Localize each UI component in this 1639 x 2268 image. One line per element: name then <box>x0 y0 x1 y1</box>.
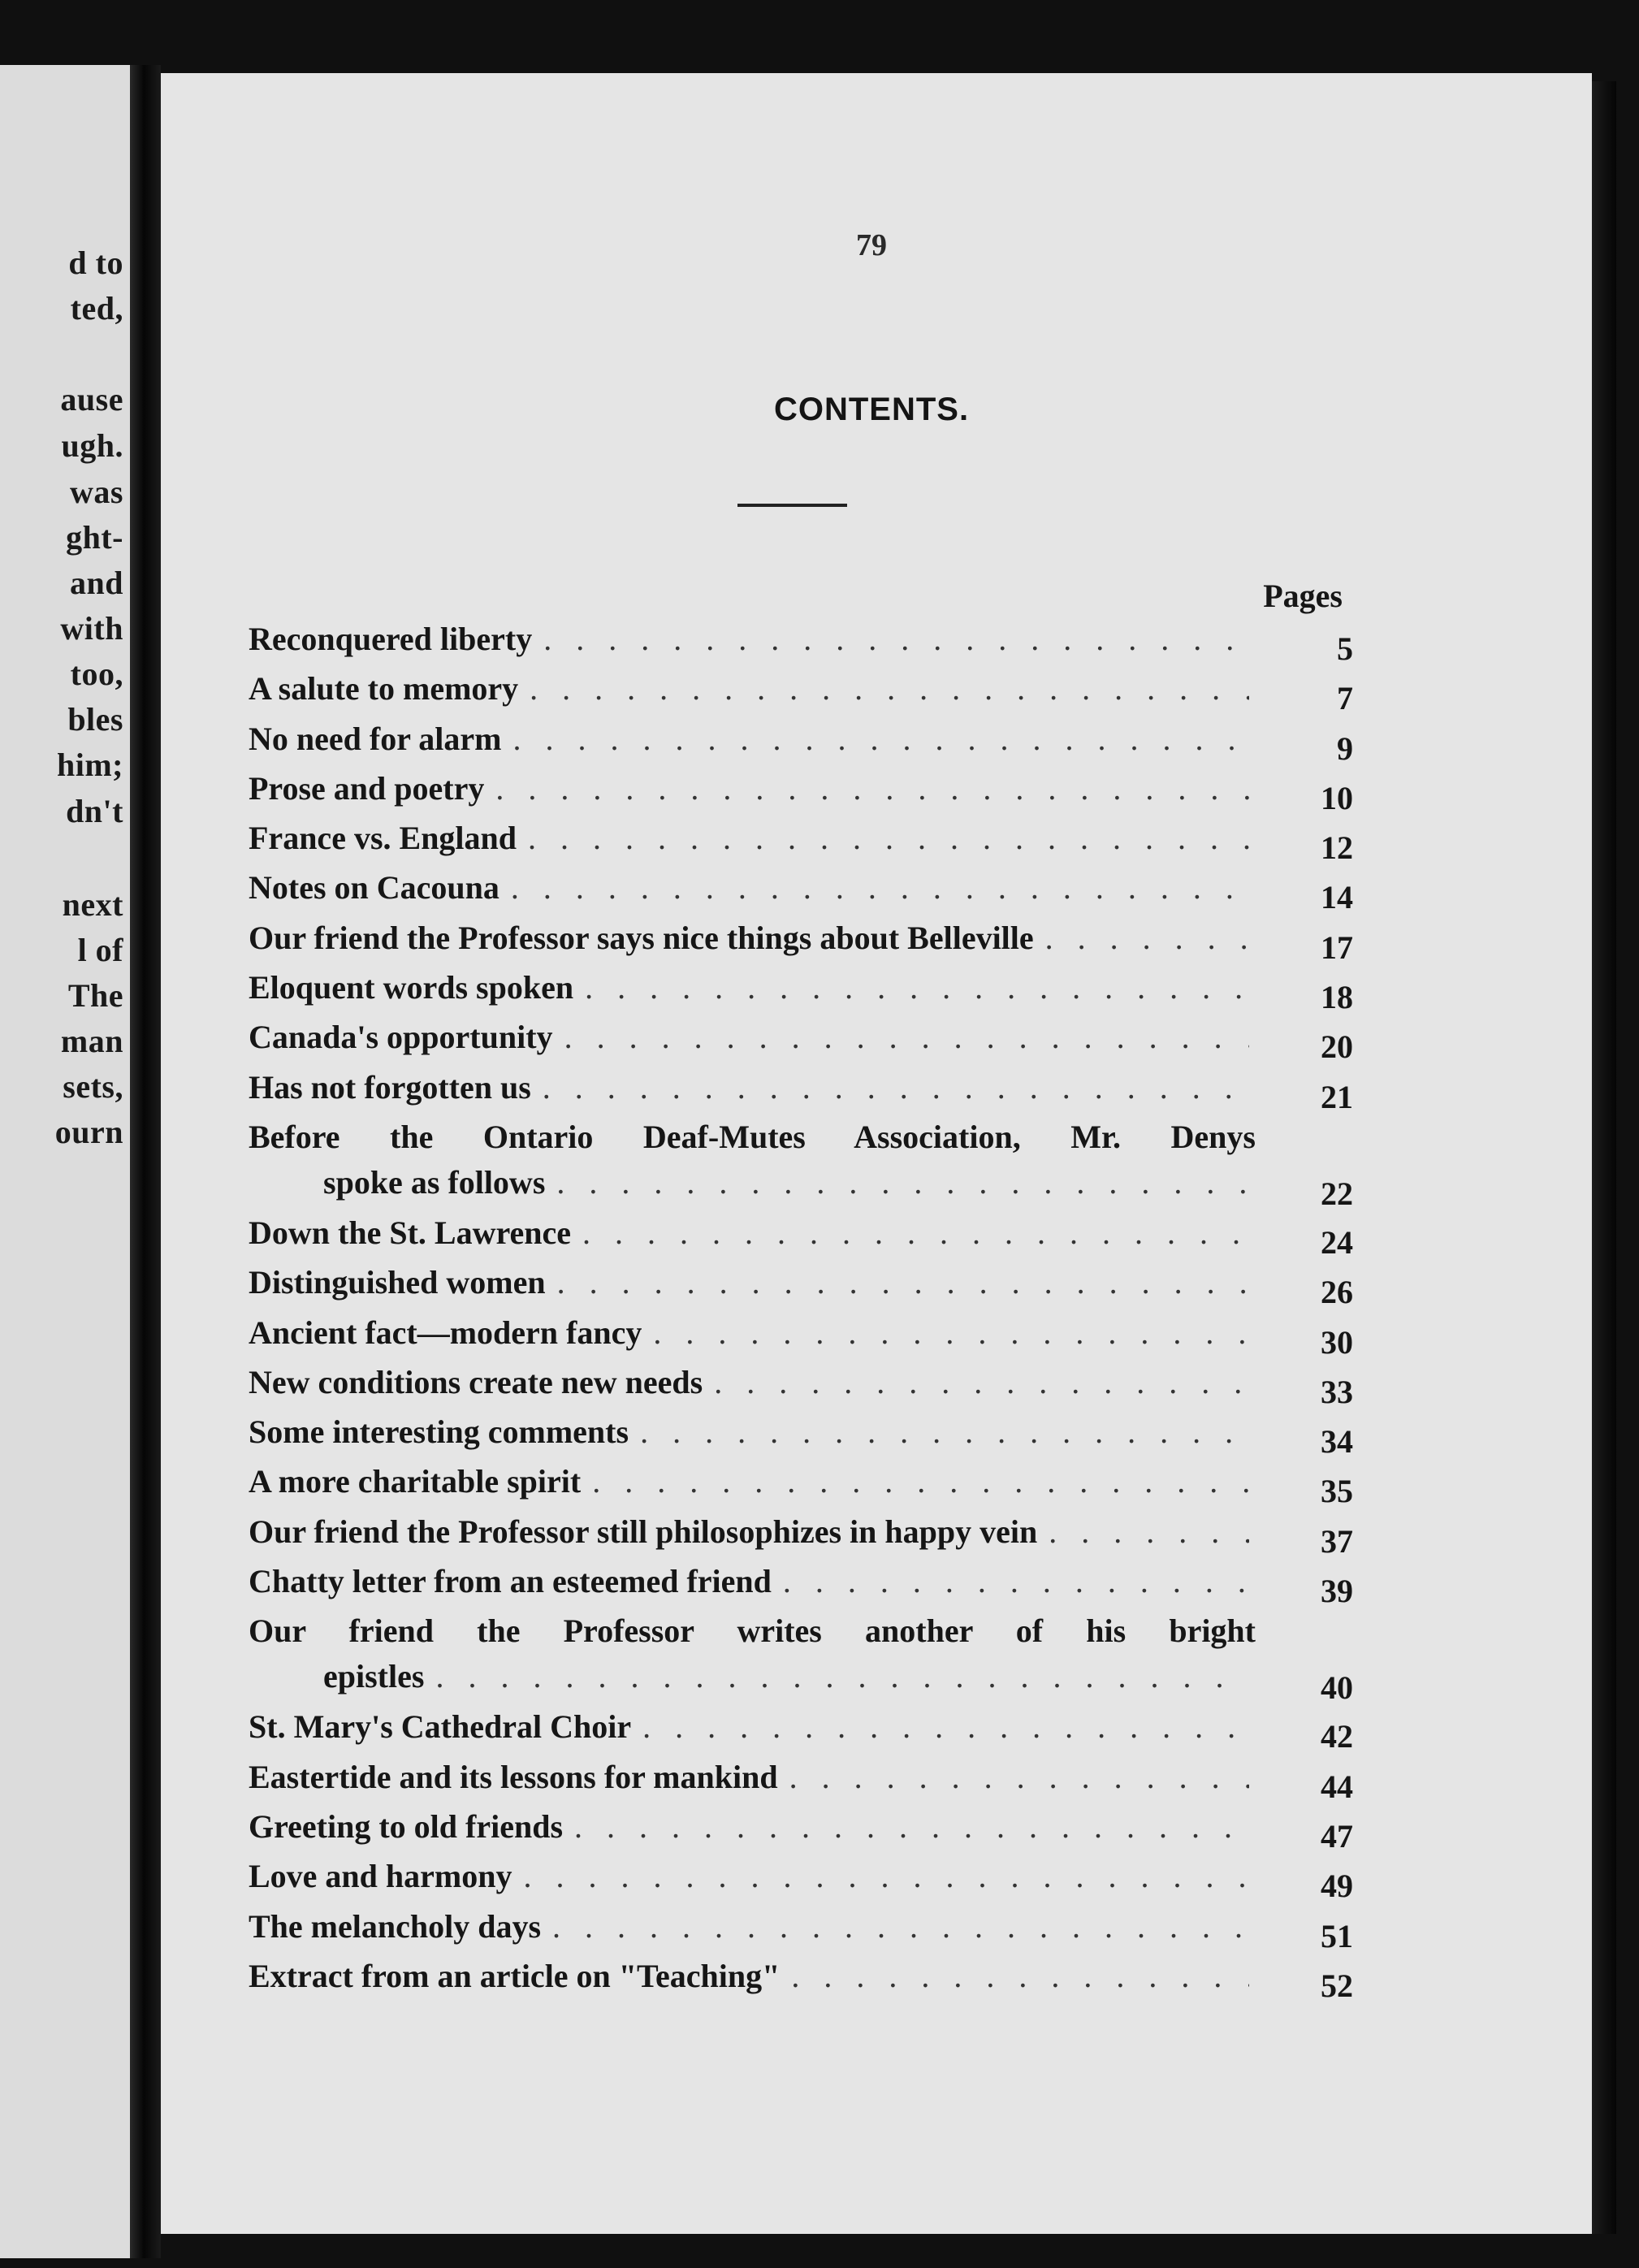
facing-page-text-fragment: too, <box>70 656 123 692</box>
toc-entry <box>249 1506 1353 1560</box>
toc-entry-line <box>249 1314 1256 1352</box>
toc-entry-page: 21 <box>1321 1078 1353 1115</box>
toc-entry-line <box>249 669 1256 708</box>
toc-entry-page: 9 <box>1337 729 1353 767</box>
toc-entry <box>249 812 1353 867</box>
facing-page-text-fragment: ugh. <box>61 427 123 464</box>
toc-entry <box>249 1605 1353 1707</box>
toc-entry-title: Our friend the Professor says nice things about Belleville <box>249 919 1034 956</box>
facing-page-text-fragment: sets, <box>63 1068 123 1105</box>
dot-leader <box>642 1707 1249 1746</box>
dot-leader <box>783 1562 1249 1600</box>
toc-entry-page: 14 <box>1321 879 1353 916</box>
facing-page-fragment <box>0 65 130 2258</box>
toc-entry <box>249 1850 1353 1905</box>
toc-entry <box>249 1456 1353 1510</box>
dot-leader <box>1049 1513 1249 1551</box>
toc-entry-line <box>249 1068 1256 1106</box>
toc-entry-title: St. Mary's Cathedral Choir <box>249 1708 632 1746</box>
facing-page-text-fragment: next <box>62 886 123 923</box>
toc-entry-page: 47 <box>1321 1817 1353 1855</box>
page-number: 79 <box>856 228 887 262</box>
toc-entry-title: Ancient fact—modern fancy <box>249 1314 642 1351</box>
toc-entry-page: 39 <box>1321 1573 1353 1610</box>
toc-entry-title: Eastertide and its lessons for mankind <box>249 1758 778 1795</box>
toc-entry-title: Canada's opportunity <box>249 1019 553 1056</box>
facing-page-text-fragment: ght- <box>66 519 123 556</box>
dot-leader <box>789 1758 1249 1796</box>
dot-leader <box>556 1163 1249 1201</box>
toc-entry-title: Down the St. Lawrence <box>249 1214 572 1251</box>
facing-page-text-fragment: and <box>70 565 123 601</box>
toc-entry-page: 5 <box>1337 630 1353 667</box>
toc-entry-title: Greeting to old friends <box>249 1807 564 1845</box>
toc-entry-title: France vs. England <box>249 820 517 857</box>
toc-entry-title: Eloquent words spoken <box>249 969 574 1006</box>
toc-entry-title: Reconquered liberty <box>249 621 533 657</box>
dot-leader <box>640 1413 1249 1451</box>
facing-page-text-fragment: with <box>60 610 123 647</box>
toc-entry-line <box>249 1163 1256 1201</box>
toc-entry-line <box>249 620 1256 658</box>
toc-entry-title: No need for alarm <box>249 720 502 757</box>
toc-entry-title: Some interesting comments <box>249 1413 629 1451</box>
dot-leader <box>714 1363 1249 1401</box>
table-of-contents <box>249 613 1353 2004</box>
toc-entry <box>249 763 1353 816</box>
toc-entry <box>249 1801 1353 1855</box>
toc-entry-title: Prose and poetry <box>249 769 485 807</box>
facing-page-text-fragment: l of <box>77 932 123 968</box>
toc-entry-line <box>249 720 1256 758</box>
toc-entry <box>249 1950 1353 2004</box>
contents-page <box>161 73 1592 2234</box>
toc-entry <box>249 1901 1353 1954</box>
title-divider <box>737 504 847 507</box>
toc-entry-page: 17 <box>1321 928 1353 966</box>
dot-leader <box>557 1263 1249 1301</box>
facing-page-text-fragment: The <box>67 977 123 1014</box>
toc-entry <box>249 613 1353 667</box>
dot-leader <box>653 1314 1249 1352</box>
toc-entry <box>249 1701 1353 1755</box>
toc-entry <box>249 1111 1353 1212</box>
toc-entry-page: 37 <box>1321 1522 1353 1560</box>
toc-entry-title: Before the Ontario Deaf-Mutes Association, Mr. Denys <box>249 1118 1256 1155</box>
toc-entry-line <box>249 968 1256 1006</box>
dot-leader <box>530 669 1249 708</box>
dot-leader <box>495 769 1249 807</box>
toc-entry-page: 10 <box>1321 779 1353 816</box>
toc-entry-title: A salute to memory <box>249 670 519 708</box>
toc-entry-page: 40 <box>1321 1669 1353 1707</box>
pages-column-header: Pages <box>1263 578 1343 614</box>
toc-entry-page: 49 <box>1321 1868 1353 1905</box>
toc-entry <box>249 1207 1353 1261</box>
toc-entry-page: 7 <box>1337 680 1353 717</box>
page-title: CONTENTS. <box>773 392 970 427</box>
toc-entry <box>249 1062 1353 1115</box>
facing-page-text-fragment: bles <box>67 701 123 738</box>
toc-entry-title: New conditions create new needs <box>249 1363 703 1400</box>
toc-entry <box>249 1011 1353 1066</box>
toc-entry-page: 34 <box>1321 1423 1353 1461</box>
toc-entry-line <box>249 919 1256 957</box>
toc-entry-line <box>249 1263 1256 1301</box>
dot-leader <box>543 620 1249 658</box>
toc-entry <box>249 1556 1353 1610</box>
toc-entry-page: 12 <box>1321 829 1353 867</box>
toc-entry <box>249 912 1353 966</box>
toc-entry <box>249 1357 1353 1410</box>
toc-entry <box>249 713 1353 767</box>
facing-page-text-fragment: dn't <box>66 793 123 829</box>
dot-leader <box>543 1068 1249 1106</box>
toc-entry-title: Has not forgotten us <box>249 1068 531 1106</box>
toc-entry-page: 26 <box>1321 1274 1353 1311</box>
toc-entry-title: Love and harmony <box>249 1858 512 1895</box>
toc-entry-page: 35 <box>1321 1473 1353 1510</box>
toc-entry-title: Chatty letter from an esteemed friend <box>249 1563 772 1600</box>
toc-entry-page: 44 <box>1321 1768 1353 1805</box>
toc-entry-page: 22 <box>1321 1175 1353 1212</box>
toc-entry <box>249 663 1353 717</box>
toc-entry-page: 24 <box>1321 1223 1353 1261</box>
toc-entry-title: Distinguished women <box>249 1264 546 1301</box>
toc-entry <box>249 1307 1353 1361</box>
dot-leader <box>564 1018 1249 1056</box>
dot-leader <box>574 1807 1249 1846</box>
toc-entry-line <box>249 1758 1256 1796</box>
dot-leader <box>512 720 1249 758</box>
toc-entry-page: 30 <box>1321 1323 1353 1361</box>
toc-entry-title: Our friend the Professor still philosophizes in happy vein <box>249 1513 1038 1550</box>
toc-entry <box>249 862 1353 916</box>
toc-entry-page: 42 <box>1321 1718 1353 1755</box>
dot-leader <box>552 1907 1249 1946</box>
facing-page-text-fragment: him; <box>57 747 123 783</box>
toc-entry-line <box>249 1214 1256 1252</box>
dot-leader <box>582 1214 1249 1252</box>
toc-entry-line <box>249 1907 1256 1946</box>
toc-entry <box>249 1406 1353 1461</box>
toc-entry-line <box>249 1957 1256 1995</box>
toc-entry <box>249 962 1353 1016</box>
toc-entry-line <box>249 1857 1256 1895</box>
toc-entry-line <box>249 1657 1256 1695</box>
book-gutter <box>130 65 161 2258</box>
toc-entry-line <box>249 1807 1256 1846</box>
toc-entry-continuation: spoke as follows <box>323 1163 546 1201</box>
toc-entry-page: 33 <box>1321 1373 1353 1410</box>
toc-entry-page: 20 <box>1321 1028 1353 1066</box>
toc-entry <box>249 1751 1353 1805</box>
toc-entry-line <box>249 1018 1256 1056</box>
toc-entry-line <box>249 1707 1256 1746</box>
toc-entry-title: A more charitable spirit <box>249 1463 582 1500</box>
facing-page-text-fragment: was <box>70 474 123 510</box>
toc-entry-page: 18 <box>1321 979 1353 1016</box>
dot-leader <box>524 1857 1250 1895</box>
dot-leader <box>528 819 1249 857</box>
dot-leader <box>435 1657 1249 1695</box>
toc-entry-line <box>249 819 1256 857</box>
toc-entry-line <box>249 1413 1256 1451</box>
toc-entry-title: Notes on Cacouna <box>249 869 499 907</box>
toc-entry-line <box>249 1513 1256 1551</box>
page-edge-shadow <box>1592 81 1616 2234</box>
dot-leader <box>585 968 1249 1006</box>
toc-entry-line <box>249 1562 1256 1600</box>
facing-page-text-fragment: ourn <box>54 1114 123 1150</box>
facing-page-text-fragment: d to <box>68 245 123 281</box>
toc-entry-line <box>249 1363 1256 1401</box>
toc-entry-page: 51 <box>1321 1917 1353 1954</box>
facing-page-text-fragment: ause <box>60 381 123 418</box>
toc-entry <box>249 1257 1353 1311</box>
toc-entry-continuation: epistles <box>323 1658 425 1695</box>
facing-page-text-fragment: ted, <box>70 290 123 327</box>
dot-leader <box>511 868 1249 907</box>
facing-page-text-fragment: man <box>60 1023 123 1059</box>
toc-entry-line <box>249 769 1256 807</box>
toc-entry-title: Our friend the Professor writes another of his bright <box>249 1612 1256 1650</box>
toc-entry-line <box>249 868 1256 907</box>
toc-entry-title: Extract from an article on "Teaching" <box>249 1957 781 1994</box>
dot-leader <box>592 1462 1249 1500</box>
dot-leader <box>1045 919 1249 957</box>
toc-entry-title: The melancholy days <box>249 1907 542 1945</box>
toc-entry-page: 52 <box>1321 1967 1353 2004</box>
toc-entry-line <box>249 1462 1256 1500</box>
dot-leader <box>791 1957 1249 1995</box>
